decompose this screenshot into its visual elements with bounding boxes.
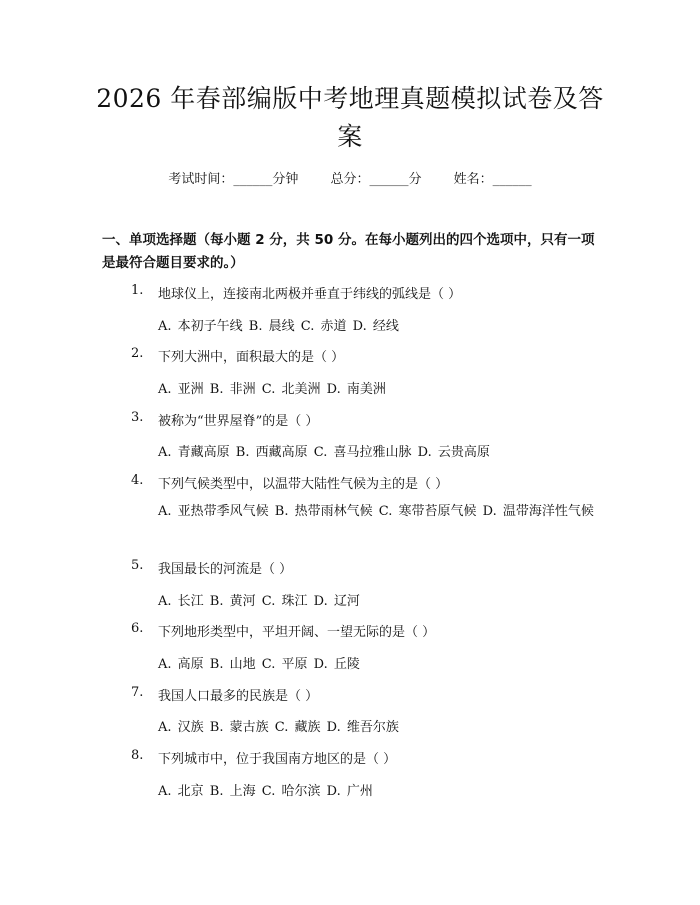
question-number: 4.	[131, 473, 144, 488]
section-1-heading	[102, 229, 602, 275]
name-field: 姓名：______	[453, 172, 532, 187]
question-options: A. 汉族 B. 蒙古族 C. 藏族 D. 维吾尔族	[158, 720, 399, 735]
question-text: 我国最长的河流是（ ）	[158, 562, 293, 577]
exam-info	[0, 168, 700, 187]
question-number: 6.	[131, 621, 144, 636]
page-title	[90, 80, 610, 156]
title-line-1: 2026 年春部编版中考地理真题模拟试卷及答	[96, 84, 604, 113]
question-text: 下列大洲中，面积最大的是（ ）	[158, 350, 345, 365]
question-text: 我国人口最多的民族是（ ）	[158, 689, 319, 704]
question-options: A. 高原 B. 山地 C. 平原 D. 丘陵	[158, 657, 360, 672]
question-options: A. 北京 B. 上海 C. 哈尔滨 D. 广州	[158, 784, 373, 799]
question-number: 5.	[131, 558, 144, 573]
section-1-heading-line-1: 一、单项选择题（每小题 2 分，共 50 分。在每小题列出的四个选项中，只有一项	[102, 232, 595, 248]
question-number: 8.	[131, 748, 144, 763]
question-number: 1.	[131, 283, 144, 298]
question-text: 下列地形类型中，平坦开阔、一望无际的是（ ）	[158, 625, 436, 640]
question-number: 3.	[131, 410, 144, 425]
question-text: 下列城市中，位于我国南方地区的是（ ）	[158, 752, 397, 767]
question-number: 7.	[131, 685, 144, 700]
question-text: 地球仪上，连接南北两极并垂直于纬线的弧线是（ ）	[158, 287, 462, 302]
exam-time-field: 考试时间：______分钟	[168, 172, 299, 187]
question-options: A. 亚洲 B. 非洲 C. 北美洲 D. 南美洲	[158, 382, 386, 397]
title-line-2: 案	[337, 122, 363, 151]
total-score-field: 总分：______分	[330, 172, 422, 187]
question-options: A. 长江 B. 黄河 C. 珠江 D. 辽河	[158, 594, 360, 609]
question-text: 被称为“世界屋脊”的是（ ）	[158, 414, 319, 429]
question-number: 2.	[131, 346, 144, 361]
question-options: A. 本初子午线 B. 晨线 C. 赤道 D. 经线	[158, 319, 399, 334]
question-options: A. 青藏高原 B. 西藏高原 C. 喜马拉雅山脉 D. 云贵高原	[158, 445, 490, 460]
question-text: 下列气候类型中，以温带大陆性气候为主的是（ ）	[158, 477, 449, 492]
question-options: A. 亚热带季风气候 B. 热带雨林气候 C. 寒带苔原气候 D. 温带海洋性气候	[158, 504, 594, 519]
section-1-heading-line-2: 是最符合题目要求的。）	[102, 255, 244, 271]
